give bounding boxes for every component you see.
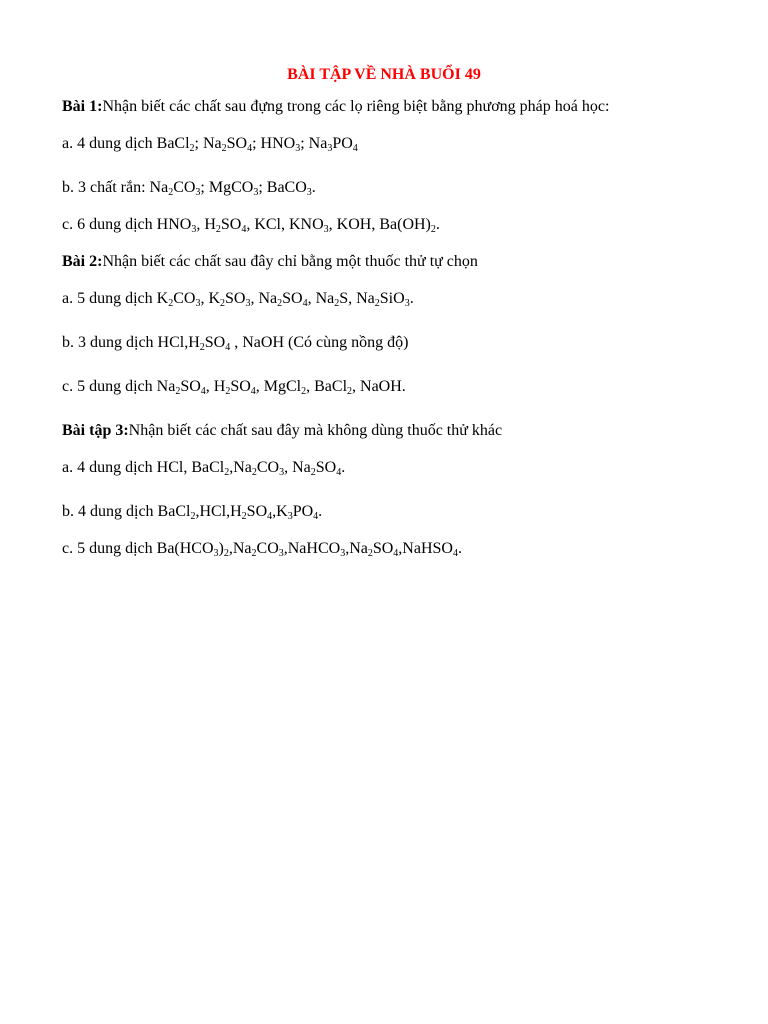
- text-run: , MgCl: [255, 378, 302, 395]
- text-run: ,Na: [228, 540, 252, 557]
- text-run: .: [457, 540, 462, 557]
- exercise-1-item-a: [62, 133, 706, 155]
- subscript: 3: [340, 548, 346, 559]
- exercise-3-heading: [62, 420, 706, 442]
- text-run: ; HNO: [252, 135, 296, 152]
- subscript: 2: [224, 467, 230, 478]
- text-run: S, Na: [339, 290, 375, 307]
- text-run: ,K: [272, 503, 288, 520]
- text-run: , KOH, Ba(OH): [328, 216, 431, 233]
- subscript: 2: [225, 386, 231, 397]
- subscript: 3: [279, 467, 285, 478]
- subscript: 3: [306, 187, 312, 198]
- exercise-3-item-c: [62, 538, 706, 560]
- subscript: 3: [195, 298, 201, 309]
- subscript: 3: [287, 511, 293, 522]
- text-run: Nhận biết các chất sau đây chỉ bằng một thuốc thử tự chọn: [102, 253, 478, 270]
- subscript: 4: [393, 548, 399, 559]
- subscript: 2: [190, 511, 196, 522]
- text-run: , Na: [307, 290, 335, 307]
- text-run: .: [318, 503, 323, 520]
- text-run: Nhận biết các chất sau đây mà không dùng thuốc thử khác: [128, 422, 503, 439]
- text-run: CO: [173, 179, 196, 196]
- text-run: Nhận biết các chất sau đựng trong các lọ riêng biệt bằng phương pháp hoá học:: [102, 98, 610, 115]
- subscript: 2: [175, 386, 181, 397]
- text-run: SO: [315, 459, 337, 476]
- subscript: 4: [247, 143, 253, 154]
- document-title: BÀI TẬP VỀ NHÀ BUỔI 49: [287, 66, 481, 83]
- text-run: SO: [372, 540, 394, 557]
- text-run: ; MgCO: [200, 179, 254, 196]
- exercise-2-heading: [62, 251, 706, 273]
- subscript: 4: [267, 511, 273, 522]
- subscript: 2: [215, 224, 221, 235]
- text-run: SO: [225, 290, 246, 307]
- exercise-label: Bài 2:: [62, 253, 103, 270]
- exercise-label: Bài tập 3:: [62, 422, 129, 439]
- subscript: 3: [323, 224, 329, 235]
- text-run: SO: [220, 216, 242, 233]
- subscript: 3: [195, 187, 201, 198]
- text-run: CO: [256, 459, 280, 476]
- subscript: 3: [404, 298, 410, 309]
- subscript: 3: [191, 224, 197, 235]
- exercise-1-heading: [62, 96, 706, 118]
- subscript: 3: [245, 298, 251, 309]
- text-run: .: [435, 216, 440, 233]
- subscript: 3: [278, 548, 284, 559]
- exercise-3-item-a: [62, 457, 706, 479]
- text-run: SiO: [379, 290, 405, 307]
- subscript: 2: [220, 298, 225, 309]
- text-run: c. 5 dung dịch Na: [62, 378, 176, 395]
- text-run: .: [311, 179, 316, 196]
- text-run: ,HCl,H: [195, 503, 242, 520]
- subscript: 2: [334, 298, 340, 309]
- subscript: 2: [189, 143, 195, 154]
- subscript: 4: [313, 511, 319, 522]
- text-run: ,NaHSO: [398, 540, 453, 557]
- text-run: SO: [282, 290, 303, 307]
- subscript: 4: [200, 386, 206, 397]
- text-run: SO: [246, 503, 268, 520]
- exercise-2-item-a: [62, 288, 706, 310]
- text-run: b. 4 dung dịch BaCl: [62, 503, 191, 520]
- text-run: , K: [200, 290, 220, 307]
- text-run: CO: [173, 290, 196, 307]
- text-run: ,Na: [229, 459, 252, 476]
- exercise-2-item-c: [62, 376, 706, 398]
- text-run: PO: [292, 503, 314, 520]
- text-run: ,NaHCO: [283, 540, 341, 557]
- subscript: 2: [241, 511, 247, 522]
- subscript: 2: [301, 386, 307, 397]
- text-run: a. 5 dung dịch K: [62, 290, 169, 307]
- text-run: c. 5 dung dịch Ba(HCO: [62, 540, 214, 557]
- text-run: ): [218, 540, 224, 557]
- subscript: 2: [367, 548, 373, 559]
- text-run: , BaCl: [306, 378, 348, 395]
- subscript: 2: [347, 386, 353, 397]
- text-run: ; Na: [194, 135, 222, 152]
- subscript: 4: [336, 467, 342, 478]
- text-run: b. 3 chất rắn: Na: [62, 179, 169, 196]
- text-run: a. 4 dung dịch BaCl: [62, 135, 190, 152]
- subscript: 2: [251, 548, 257, 559]
- subscript: 2: [430, 224, 436, 235]
- subscript: 2: [277, 298, 283, 309]
- text-run: , Na: [284, 459, 311, 476]
- subscript: 2: [251, 467, 257, 478]
- subscript: 2: [374, 298, 380, 309]
- exercise-label: Bài 1:: [62, 98, 103, 115]
- text-run: , NaOH (Có cùng nồng độ): [230, 334, 409, 351]
- exercise-3-item-b: [62, 501, 706, 523]
- subscript: 4: [452, 548, 458, 559]
- text-run: .: [409, 290, 414, 307]
- text-run: , NaOH.: [352, 378, 406, 395]
- exercise-2-item-b: [62, 332, 706, 354]
- text-run: , KCl, KNO: [246, 216, 324, 233]
- text-run: a. 4 dung dịch HCl, BaCl: [62, 459, 225, 476]
- subscript: 2: [168, 298, 174, 309]
- subscript: 4: [352, 143, 358, 154]
- subscript: 4: [241, 224, 247, 235]
- subscript: 2: [221, 143, 227, 154]
- text-run: , H: [196, 216, 216, 233]
- subscript: 2: [199, 342, 205, 353]
- text-run: SO: [180, 378, 201, 395]
- text-run: ; BaCO: [258, 179, 307, 196]
- subscript: 2: [223, 548, 229, 559]
- subscript: 2: [168, 187, 174, 198]
- subscript: 3: [253, 187, 259, 198]
- exercise-1-item-b: [62, 177, 706, 199]
- text-run: SO: [226, 135, 248, 152]
- text-run: .: [341, 459, 346, 476]
- text-run: ,Na: [345, 540, 368, 557]
- exercise-1-item-c: [62, 214, 706, 236]
- text-run: PO: [332, 135, 353, 152]
- subscript: 2: [310, 467, 316, 478]
- subscript: 4: [225, 342, 231, 353]
- subscript: 3: [295, 143, 301, 154]
- subscript: 3: [213, 548, 219, 559]
- text-run: b. 3 dung dịch HCl,H: [62, 334, 200, 351]
- text-run: SO: [204, 334, 226, 351]
- text-run: c. 6 dung dịch HNO: [62, 216, 192, 233]
- subscript: 3: [327, 143, 333, 154]
- subscript: 4: [250, 386, 256, 397]
- text-run: , Na: [250, 290, 278, 307]
- text-run: SO: [230, 378, 251, 395]
- subscript: 4: [302, 298, 308, 309]
- text-run: CO: [256, 540, 279, 557]
- text-run: ; Na: [300, 135, 328, 152]
- text-run: , H: [205, 378, 226, 395]
